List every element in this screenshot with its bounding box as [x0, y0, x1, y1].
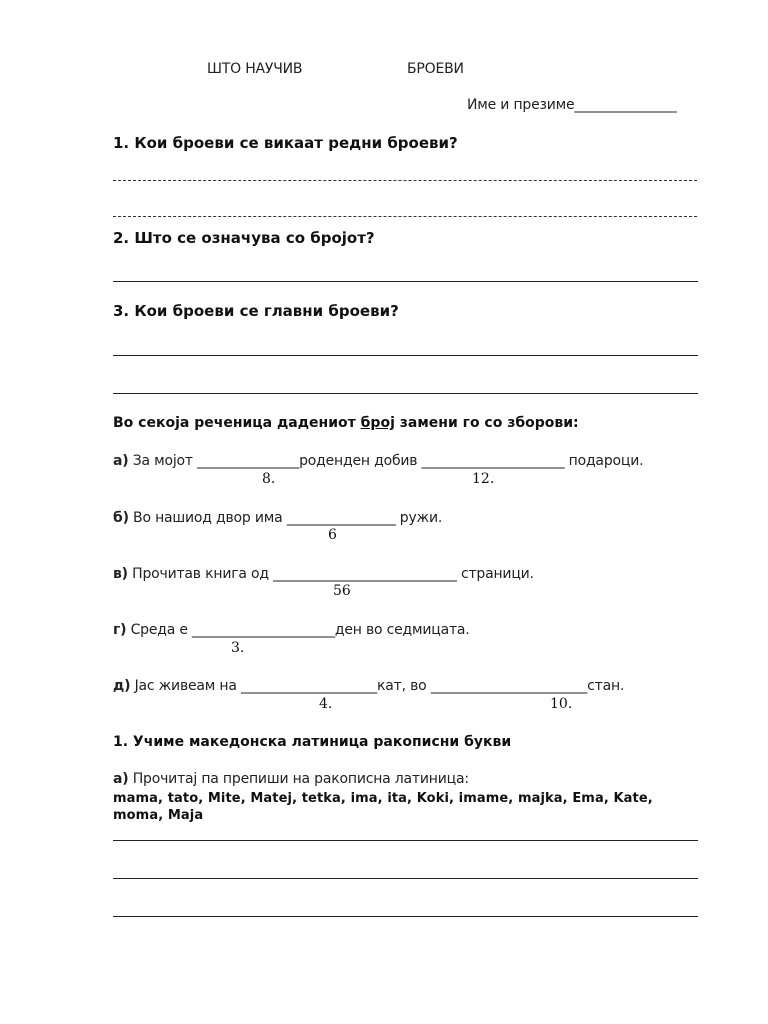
- writing-line[interactable]: [113, 840, 698, 841]
- instruction-underlined-word: број: [360, 415, 395, 431]
- sentence-text[interactable]: Прочитав книга од ___________________________ страници.: [132, 566, 534, 582]
- sentence-d: [113, 678, 624, 694]
- worksheet-title: ШТО НАУЧИВ: [207, 61, 303, 77]
- section-title-latin: 1. Учиме македонска латиница ракописни букви: [113, 734, 512, 750]
- number-prompt: 10.: [550, 696, 573, 712]
- question-1: 1. Кои броеви се викаат редни броеви?: [113, 134, 458, 152]
- item-label: д): [113, 678, 131, 694]
- writing-line[interactable]: [113, 878, 698, 879]
- sentence-text[interactable]: За мојот _______________роденден добив _____________________ подароци.: [132, 453, 644, 469]
- instruction: [113, 415, 579, 431]
- latin-words-line-2: moma, Maja: [113, 808, 204, 823]
- sentence-text[interactable]: Среда е _____________________ден во седмицата.: [130, 622, 470, 638]
- item-label: а): [113, 771, 129, 787]
- item-label: а): [113, 453, 129, 469]
- instruction-text: Во секоја реченица дадениот: [113, 415, 361, 431]
- answer-line[interactable]: [113, 281, 698, 282]
- question-2: 2. Што се означува со бројот?: [113, 229, 375, 247]
- number-prompt: 6: [328, 527, 337, 543]
- sentence-text[interactable]: Во нашиод двор има ________________ ружи.: [133, 510, 443, 526]
- sentence-text[interactable]: Јас живеам на ____________________кат, во _______________________стан.: [134, 678, 625, 694]
- question-3: 3. Кои броеви се главни броеви?: [113, 302, 399, 320]
- item-label: в): [113, 566, 128, 582]
- worksheet-topic: БРОЕВИ: [407, 61, 464, 77]
- name-field[interactable]: Име и презиме_______________: [467, 97, 677, 113]
- sentence-g: [113, 622, 470, 638]
- number-prompt: 12.: [472, 471, 495, 487]
- writing-line[interactable]: [113, 916, 698, 917]
- answer-line-dashed[interactable]: [113, 180, 697, 181]
- latin-words-line-1: mama, tato, Mite, Matej, tetka, ima, ita, Koki, imame, majka, Ema, Kate,: [113, 791, 653, 806]
- number-prompt: 8.: [262, 471, 276, 487]
- sentence-a: [113, 453, 643, 469]
- sentence-v: [113, 566, 534, 582]
- number-prompt: 56: [333, 583, 351, 599]
- number-prompt: 4.: [319, 696, 333, 712]
- sentence-b: [113, 510, 442, 526]
- instruction-text-end: замени го со зборови:: [394, 415, 579, 431]
- task-text: Прочитај па препиши на ракописна латиница:: [132, 771, 469, 787]
- answer-line[interactable]: [113, 393, 698, 394]
- item-label: г): [113, 622, 127, 638]
- answer-line-dashed[interactable]: [113, 216, 697, 217]
- number-prompt: 3.: [231, 640, 245, 656]
- answer-line[interactable]: [113, 355, 698, 356]
- latin-task: [113, 771, 469, 787]
- item-label: б): [113, 510, 129, 526]
